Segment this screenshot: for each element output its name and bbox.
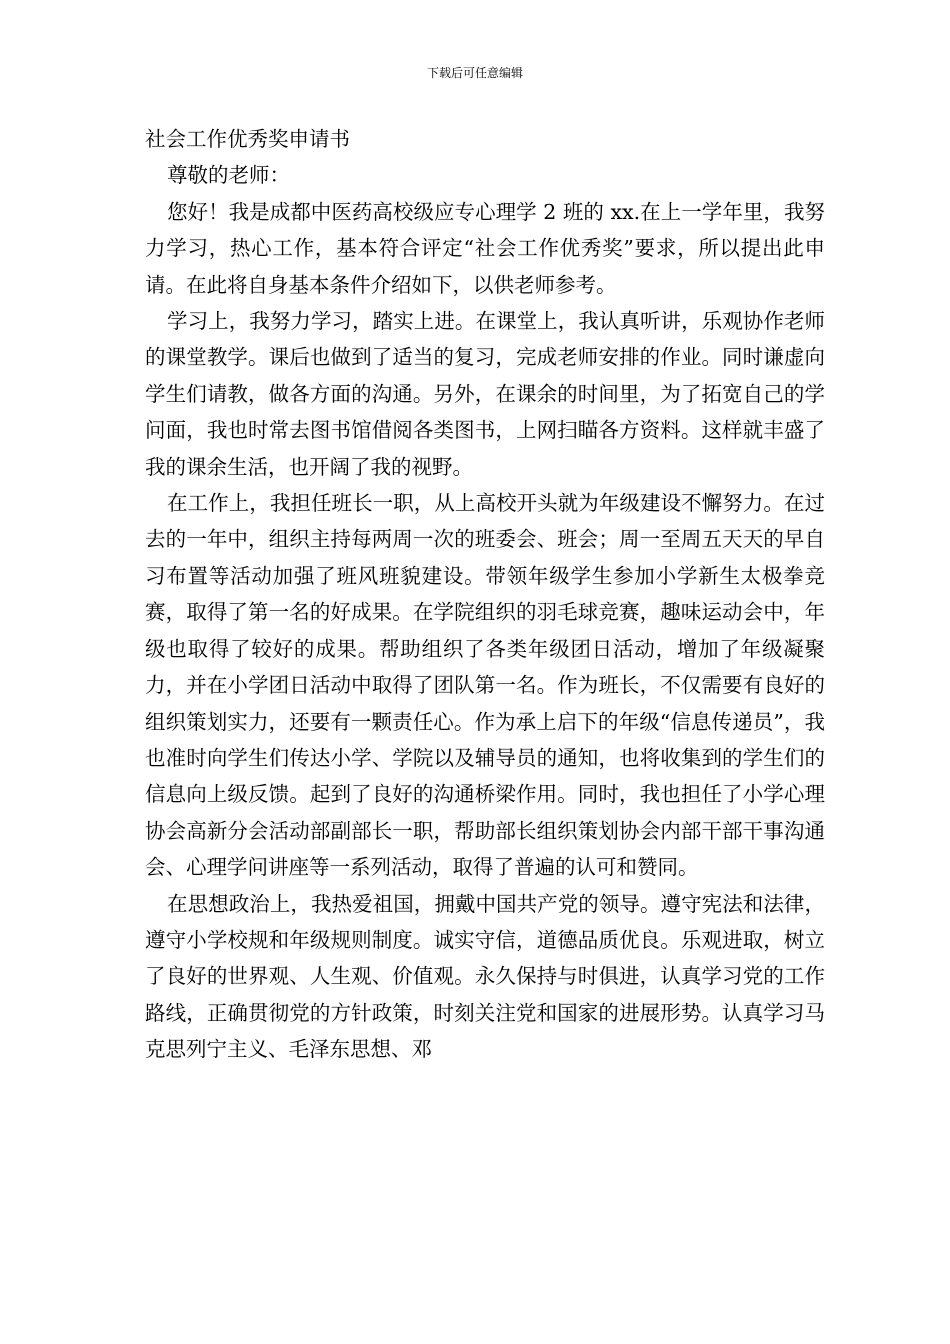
document-title: 社会工作优秀奖申请书 [145,127,350,151]
header-note: 下载后可任意编辑 [426,66,523,80]
paragraph-study: 学习上，我努力学习，踏实上进。在课堂上，我认真听讲，乐观协作老师的课堂教学。课后也做到了适当的复习，完成老师安排的作业。同时谦虚向学生们请教，做各方面的沟通。另外，在课余的时间里，为了拓宽自己的学问面，我也时常去图书馆借阅各类图书，上网扫瞄各方资料。这样就丰盛了我的课余生活，也开阔了我的视野。 [145,309,825,479]
paragraph-intro: 您好！我是成都中医药高校级应专心理学 2 班的 xx.在上一学年里，我努力学习，热心工作，基本符合评定“社会工作优秀奖”要求，所以提出此申请。在此将自身基本条件介绍如下，以供老师参考。 [145,199,825,297]
document-body [145,121,825,1068]
paragraph-work: 在工作上，我担任班长一职，从上高校开头就为年级建设不懈努力。在过去的一年中，组织主持每两周一次的班委会、班会；周一至周五天天的早自习布置等活动加强了班风班貌建设。带领年级学生参加小学新生太极拳竞赛，取得了第一名的好成果。在学院组织的羽毛球竞赛，趣味运动会中，年级也取得了较好的成果。帮助组织了各类年级团日活动，增加了年级凝聚力，并在小学团日活动中取得了团队第一名。作为班长，不仅需要有良好的组织策划实力，还要有一颗责任心。作为承上启下的年级“信息传递员”，我也准时向学生们传达小学、学院以及辅导员的通知，也将收集到的学生们的信息向上级反馈。起到了良好的沟通桥梁作用。同时，我也担任了小学心理协会高新分会活动部副部长一职，帮助部长组织策划协会内部干部干事沟通会、心理学问讲座等一系列活动，取得了普遍的认可和赞同。 [145,491,825,880]
paragraph-politics: 在思想政治上，我热爱祖国，拥戴中国共产党的领导。遵守宪法和法律，遵守小学校规和年级规则制度。诚实守信，道德品质优良。乐观进取，树立了良好的世界观、人生观、价值观。永久保持与时俱进，认真学习党的工作路线，正确贯彻党的方针政策，时刻关注党和国家的进展形势。认真学习马克思列宁主义、毛泽东思想、邓 [145,891,825,1062]
salutation: 尊敬的老师： [167,163,290,188]
